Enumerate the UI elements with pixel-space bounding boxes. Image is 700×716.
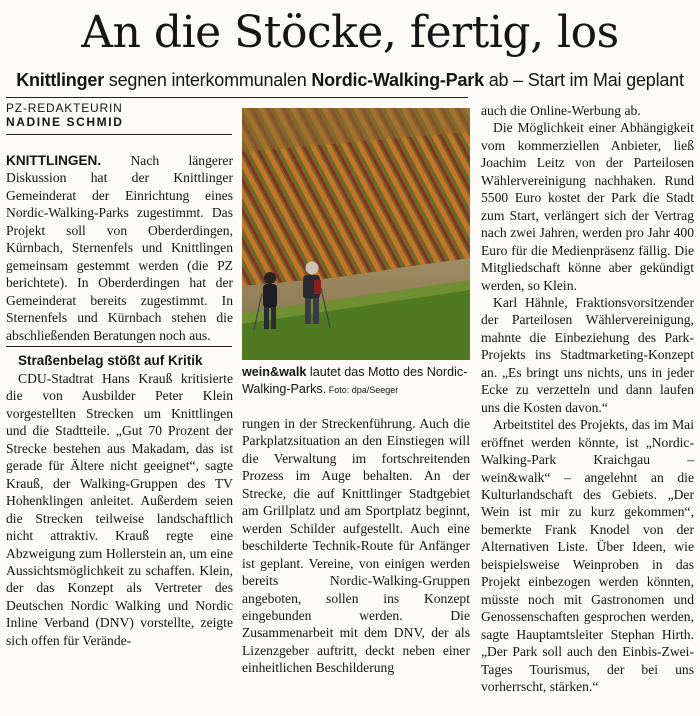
- article-photo: [242, 108, 470, 360]
- column-3-paragraph-2: Die Möglichkeit einer Abhängigkeit vom kommerziellen Anbieter, ließ Joachim Leitz von der Parteilosen Wählervereinigung nachhaken. Rund 5500 Euro kostet der Park die Stadt zum Start, verlängert sich der Vertrag nach zwei Jahren, werden pro Jahr 400 Euro für die Medienpräsenz fällig. Die Mitgliedschaft könne aber gekündigt werden, so Klein.: [481, 120, 694, 293]
- intertitle-rule: [6, 346, 232, 347]
- column-3-paragraph-4: Arbeitstitel des Projekts, das im Mai eröffnet werden könnte, ist „Nordic-Walking-Park Kraichgau – wein&walk“ – angelehnt an die Kulturlandschaft des Gebiets. „Der Wein ist mir zu kurz gekommen“, bemerkte Frank Knodel von der Alternativen Liste. Über Ideen, wie beispielsweise Weinproben in das Projekt einbezogen werden könnten, müsste noch mit Gastronomen und Genossenschaften gesprochen werden, sagte Hauptamtsleiter Stephan Hirth. „Der Park soll auch den Einbis-Zwei-Tages Tourismus, der bei uns vorherrscht, stärken.“: [481, 417, 694, 694]
- column-3: [481, 102, 694, 695]
- subheadline-park: Nordic-Walking-Park: [311, 70, 484, 90]
- subheadline-text-1: segnen interkommunalen: [104, 70, 312, 90]
- column-3-paragraph-3: Karl Hähnle, Fraktionsvorsitzender der Parteilosen Wählervereinigung, mahnte die Einbeziehung des Park-Projekts ins Stadtmarketing-Konzept an. „Es bringt uns nichts, uns in jeder Ecke zu verzetteln und dann laufen uns die Kosten davon.“: [481, 294, 694, 415]
- column-1-top: [6, 152, 233, 344]
- subheadline-town: Knittlinger: [16, 70, 104, 90]
- lead-paragraph: [6, 152, 233, 344]
- dateline: KNITTLINGEN.: [6, 153, 102, 168]
- byline-role: PZ-REDAKTEURIN: [6, 101, 123, 115]
- top-rule: [6, 97, 468, 98]
- subheadline: [0, 68, 700, 92]
- caption-text: lautet das Motto des Nordic-Walking-Parks.: [242, 365, 468, 396]
- column-1-bottom: [6, 352, 233, 649]
- photo-credit: Foto: dpa/Seeger: [326, 385, 399, 395]
- column-2: [242, 415, 470, 677]
- photo-caption: [242, 364, 470, 399]
- byline-author: NADINE SCHMID: [6, 115, 124, 129]
- caption-motto: wein&walk: [242, 365, 307, 379]
- column-2-text: rungen in der Streckenführung. Auch die Parkplatzsituation an den Einstiegen will die Verwaltung im fortschreitenden Prozess im Auge behalten. An der Strecke, die auf Knittlinger Stadtgebiet am Grillplatz und am Sportplatz beginnt, werden Schilder aufgestellt. Auch eine beschilderte Technik-Route für Anfänger ist geplant. Vereine, von einigen werden bereits Nordic-Walking-Gruppen angeboten, sollen ins Konzept eingebunden werden. Die Zusammenarbeit mit dem DNV, der als Lizenzgeber auftritt, deckt neben einer einheitlichen Beschilderung: [242, 416, 470, 676]
- lead-text: Nach längerer Diskussion hat der Knittlinger Gemeinderat der Einrichtung eines Nordic-Walking-Parks zugestimmt. Das Projekt soll von Oberderdingen, Kürnbach, Sternenfels und Knittlingen gemeinsam gestemmt werden (die PZ berichtete). In Oberderdingen hat der Gemeinderat bereits zugestimmt. In Sternenfels und Kürnbach stehen die abschließenden Beratungen noch aus.: [6, 153, 233, 343]
- column-3-paragraph-1: auch die Online-Werbung ab.: [481, 103, 641, 118]
- byline-rule: [6, 134, 232, 135]
- column-1-paragraph-2: CDU-Stadtrat Hans Krauß kritisierte die von Ausbilder Peter Klein vorgestellten Strecken um Knittlingen und die Stadtteile. „Gut 70 Prozent der Strecke bestehen aus Makadam, das ist gerade für Ältere nicht geeignet“, sagte Krauß, der Walking-Gruppen des TV Hohenklingen anleitet. Außerdem seien die Strecken teilweise landschaftlich nicht attraktiv. Krauß regte eine Abzweigung zum Hollerstein an, um eine Aussichtsmöglichkeit zu schaffen. Klein, der das Konzept als Vertreter des Deutschen Nordic Walking und Nordic Inline Verband (DNV) vorstellte, zeigte sich offen für Verände-: [6, 371, 233, 648]
- intertitle: Straßenbelag stößt auf Kritik: [18, 353, 203, 368]
- headline: An die Stöcke, fertig, los: [81, 7, 619, 58]
- byline: [6, 101, 123, 129]
- subheadline-text-2: ab – Start im Mai geplant: [483, 70, 684, 90]
